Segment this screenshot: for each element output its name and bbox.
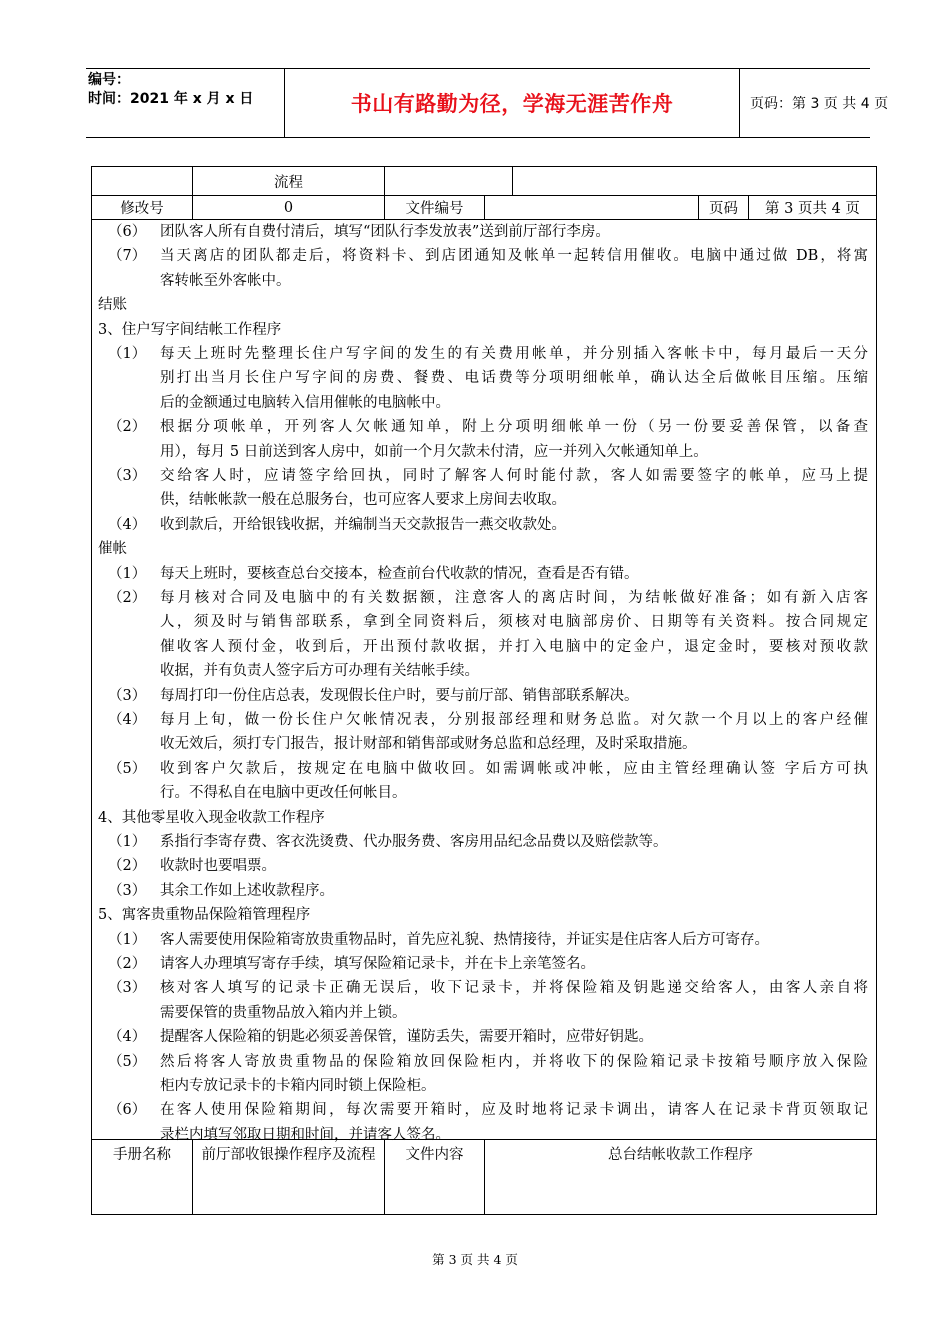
item-number: （1） (108, 834, 147, 850)
section-heading (92, 318, 876, 342)
procedure-line (92, 684, 876, 708)
procedure-line (92, 635, 876, 659)
procedure-line (92, 366, 876, 390)
table-row-meta (92, 196, 876, 220)
procedure-line (92, 391, 876, 415)
procedure-line (92, 879, 876, 903)
item-number: （3） (108, 882, 147, 899)
section-heading-text: 结账 (98, 297, 127, 314)
item-number: （4） (108, 516, 147, 533)
item-text: 人，须及时与销售部联系，拿到全同资料后，须核对电脑部房价、日期等有关资料。按合同规定 (160, 614, 868, 631)
procedure-line (92, 732, 876, 756)
item-text: 供，结帐帐款一般在总服务台，也可应客人要求上房间去收取。 (160, 492, 566, 509)
header-meta (88, 71, 284, 135)
item-text: 收到客户欠款后，按规定在电脑中做收回。如需调帐或冲帐，应由主管经理确认签 字后方可执 (160, 760, 868, 777)
section-heading (92, 806, 876, 830)
revision-value: 0 (193, 196, 385, 219)
section-heading-text: 4、其他零星收入现金收款工作程序 (98, 809, 325, 826)
procedure-line (92, 1025, 876, 1049)
procedure-line (92, 1074, 876, 1098)
procedure-line (92, 562, 876, 586)
procedure-body (92, 220, 876, 1143)
item-number: （5） (108, 1053, 147, 1070)
item-text: 收到款后，开给银钱收据，并编制当天交款报告一燕交收款处。 (160, 516, 566, 533)
procedure-line (92, 952, 876, 976)
procedure-line (92, 659, 876, 683)
file-number-label: 文件编号 (385, 196, 485, 219)
item-text: 每天上班时先整理长住户写字间的发生的有关费用帐单，并分别插入客帐卡中，每月最后一天分 (160, 346, 868, 362)
item-number: （5） (108, 760, 147, 777)
procedure-line (92, 708, 876, 732)
item-text: 需要保管的贵重物品放入箱内并上锁。 (160, 1004, 407, 1021)
header-page-number: 页码：第 3 页 共 4 页 (750, 96, 889, 112)
item-text: 用），每月 5 日前送到客人房中，如前一个月欠款未付清，应一并列入欠帐通知单上。 (160, 443, 708, 460)
item-text: 收款时也要唱票。 (160, 858, 276, 875)
item-text: 收据，并有负责人签字后方可办理有关结帐手续。 (160, 663, 479, 680)
item-text: 然后将客人寄放贵重物品的保险箱放回保险柜内，并将收下的保险箱记录卡按箱号顺序放入保险 (160, 1053, 868, 1070)
procedure-line (92, 1098, 876, 1122)
item-number: （1） (108, 931, 147, 948)
page-value: 第 3 页共 4 页 (765, 201, 860, 217)
item-number: （1） (108, 346, 147, 362)
manual-name-value: 前厅部收银操作程序及流程 (193, 1140, 385, 1214)
revision-label: 修改号 (92, 196, 193, 219)
procedure-line (92, 244, 876, 268)
document-table (91, 166, 877, 1215)
section-heading (92, 293, 876, 317)
procedure-line (92, 830, 876, 854)
page-header (86, 68, 889, 138)
title-blank-cell-2 (385, 167, 513, 195)
item-text: 团队客人所有自费付清后，填写“团队行李发放表”送到前厅部行李房。 (160, 224, 610, 240)
item-text: 别打出当月长住户写字间的房费、餐费、电话费等分项明细帐单，确认达全后做帐目压缩。压缩 (160, 370, 868, 387)
section-heading (92, 903, 876, 927)
procedure-line (92, 610, 876, 634)
procedure-line (92, 1050, 876, 1074)
section-heading (92, 537, 876, 561)
page-label: 页码 (699, 196, 749, 219)
procedure-line (92, 415, 876, 439)
item-text: 当天离店的团队都走后，将资料卡、到店团通知及帐单一起转信用催收。电脑中通过做 DB，将寓 (160, 248, 868, 265)
item-number: （1） (108, 565, 147, 582)
item-text: 行。不得私自在电脑中更改任何帐目。 (160, 785, 407, 802)
item-text: 每月核对合同及电脑中的有关数据额，注意客人的离店时间，为结帐做好准备；如有新入店客 (160, 590, 868, 606)
item-text: 每周打印一份住店总表，发现假长住户时，要与前厅部、销售部联系解决。 (160, 687, 639, 704)
item-text: 提醒客人保险箱的钥匙必须妥善保管，谨防丢失，需要开箱时，应带好钥匙。 (160, 1029, 653, 1046)
item-text: 核对客人填写的记录卡正确无误后，收下记录卡，并将保险箱及钥匙递交给客人，由客人亲自将 (160, 980, 868, 997)
page-footer: 第 3 页 共 4 页 (432, 1252, 518, 1267)
manual-name-label: 手册名称 (92, 1140, 193, 1214)
procedure-line (92, 220, 876, 244)
item-number: （4） (108, 712, 147, 728)
item-number: （2） (108, 858, 147, 875)
item-text: 客转帐至外客帐中。 (160, 272, 291, 289)
procedure-line (92, 488, 876, 512)
section-heading-text: 催帐 (98, 541, 127, 558)
procedure-line (92, 976, 876, 1000)
item-number: （6） (108, 224, 147, 240)
item-number: （3） (108, 980, 147, 997)
item-number: （2） (108, 419, 147, 436)
item-text: 每天上班时，要核查总台交接本，检查前台代收款的情况，查看是否有错。 (160, 565, 639, 582)
item-text: 收无效后，须打专门报告，报计财部和销售部或财务总监和总经理，及时采取措施。 (160, 736, 697, 753)
title-blank-cell (92, 167, 193, 195)
procedure-line (92, 586, 876, 610)
procedure-line (92, 440, 876, 464)
procedure-line (92, 464, 876, 488)
procedure-line (92, 757, 876, 781)
item-number: （7） (108, 248, 147, 265)
item-text: 请客人办理填写寄存手续，填写保险箱记录卡，并在卡上亲笔签名。 (160, 956, 595, 972)
item-text: 后的金额通过电脑转入信用催帐的电脑帐中。 (160, 394, 450, 411)
item-text: 催收客人预付金，收到后，开出预付款收据，并打入电脑中的定金户，退定金时，要核对预收款 (160, 638, 868, 655)
procedure-line (92, 342, 876, 366)
title-blank-cell-3 (513, 167, 876, 195)
procedure-line (92, 928, 876, 952)
item-number: （3） (108, 468, 147, 484)
item-text: 根据分项帐单，开列客人欠帐通知单，附上分项明细帐单一份（另一份要妥善保管，以备查 (160, 419, 868, 436)
item-text: 录栏内填写邻取日期和时间，并请客人签名。 (160, 1126, 450, 1143)
procedure-line (92, 854, 876, 878)
item-text: 系指行李寄存费、客衣洗烫费、代办服务费、客房用品纪念品费以及赔偿款等。 (160, 834, 668, 850)
item-number: （6） (108, 1102, 147, 1119)
table-row-title (92, 167, 876, 196)
item-number: （4） (108, 1029, 147, 1046)
item-text: 每月上旬，做一份长住户欠帐情况表，分别报部经理和财务总监。对欠款一个月以上的客户经催 (160, 712, 868, 728)
item-number: （3） (108, 687, 147, 704)
procedure-line (92, 1001, 876, 1025)
file-number-value (485, 196, 699, 219)
section-heading-text: 3、住户写字间结帐工作程序 (98, 321, 282, 338)
procedure-line (92, 781, 876, 805)
item-text: 其余工作如上述收款程序。 (160, 882, 334, 899)
procedure-line (92, 269, 876, 293)
item-text: 客人需要使用保险箱寄放贵重物品时，首先应礼貌、热情接待，并证实是住店客人后方可寄存。 (160, 931, 769, 948)
item-text: 交给客人时，应请签字给回执，同时了解客人何时能付款，客人如需要签字的帐单，应马上提 (160, 468, 868, 484)
document-date: 时间：2021 年 x 月 x 日 (88, 91, 254, 107)
file-content-value: 总台结帐收款工作程序 (608, 1147, 753, 1163)
document-number: 编号： (88, 72, 130, 88)
flow-cell: 流程 (193, 167, 385, 195)
file-content-label: 文件内容 (385, 1140, 485, 1214)
table-row-footer (92, 1140, 876, 1214)
item-number: （2） (108, 590, 147, 606)
item-text: 柜内专放记录卡的卡箱内同时锁上保险柜。 (160, 1078, 436, 1094)
procedure-line (92, 513, 876, 537)
header-motto: 书山有路勤为径，学海无涯苦作舟 (284, 69, 740, 137)
item-number: （2） (108, 956, 147, 972)
item-text: 在客人使用保险箱期间，每次需要开箱时，应及时地将记录卡调出，请客人在记录卡背页领取记 (160, 1102, 868, 1119)
section-heading-text: 5、寓客贵重物品保险箱管理程序 (98, 907, 311, 924)
